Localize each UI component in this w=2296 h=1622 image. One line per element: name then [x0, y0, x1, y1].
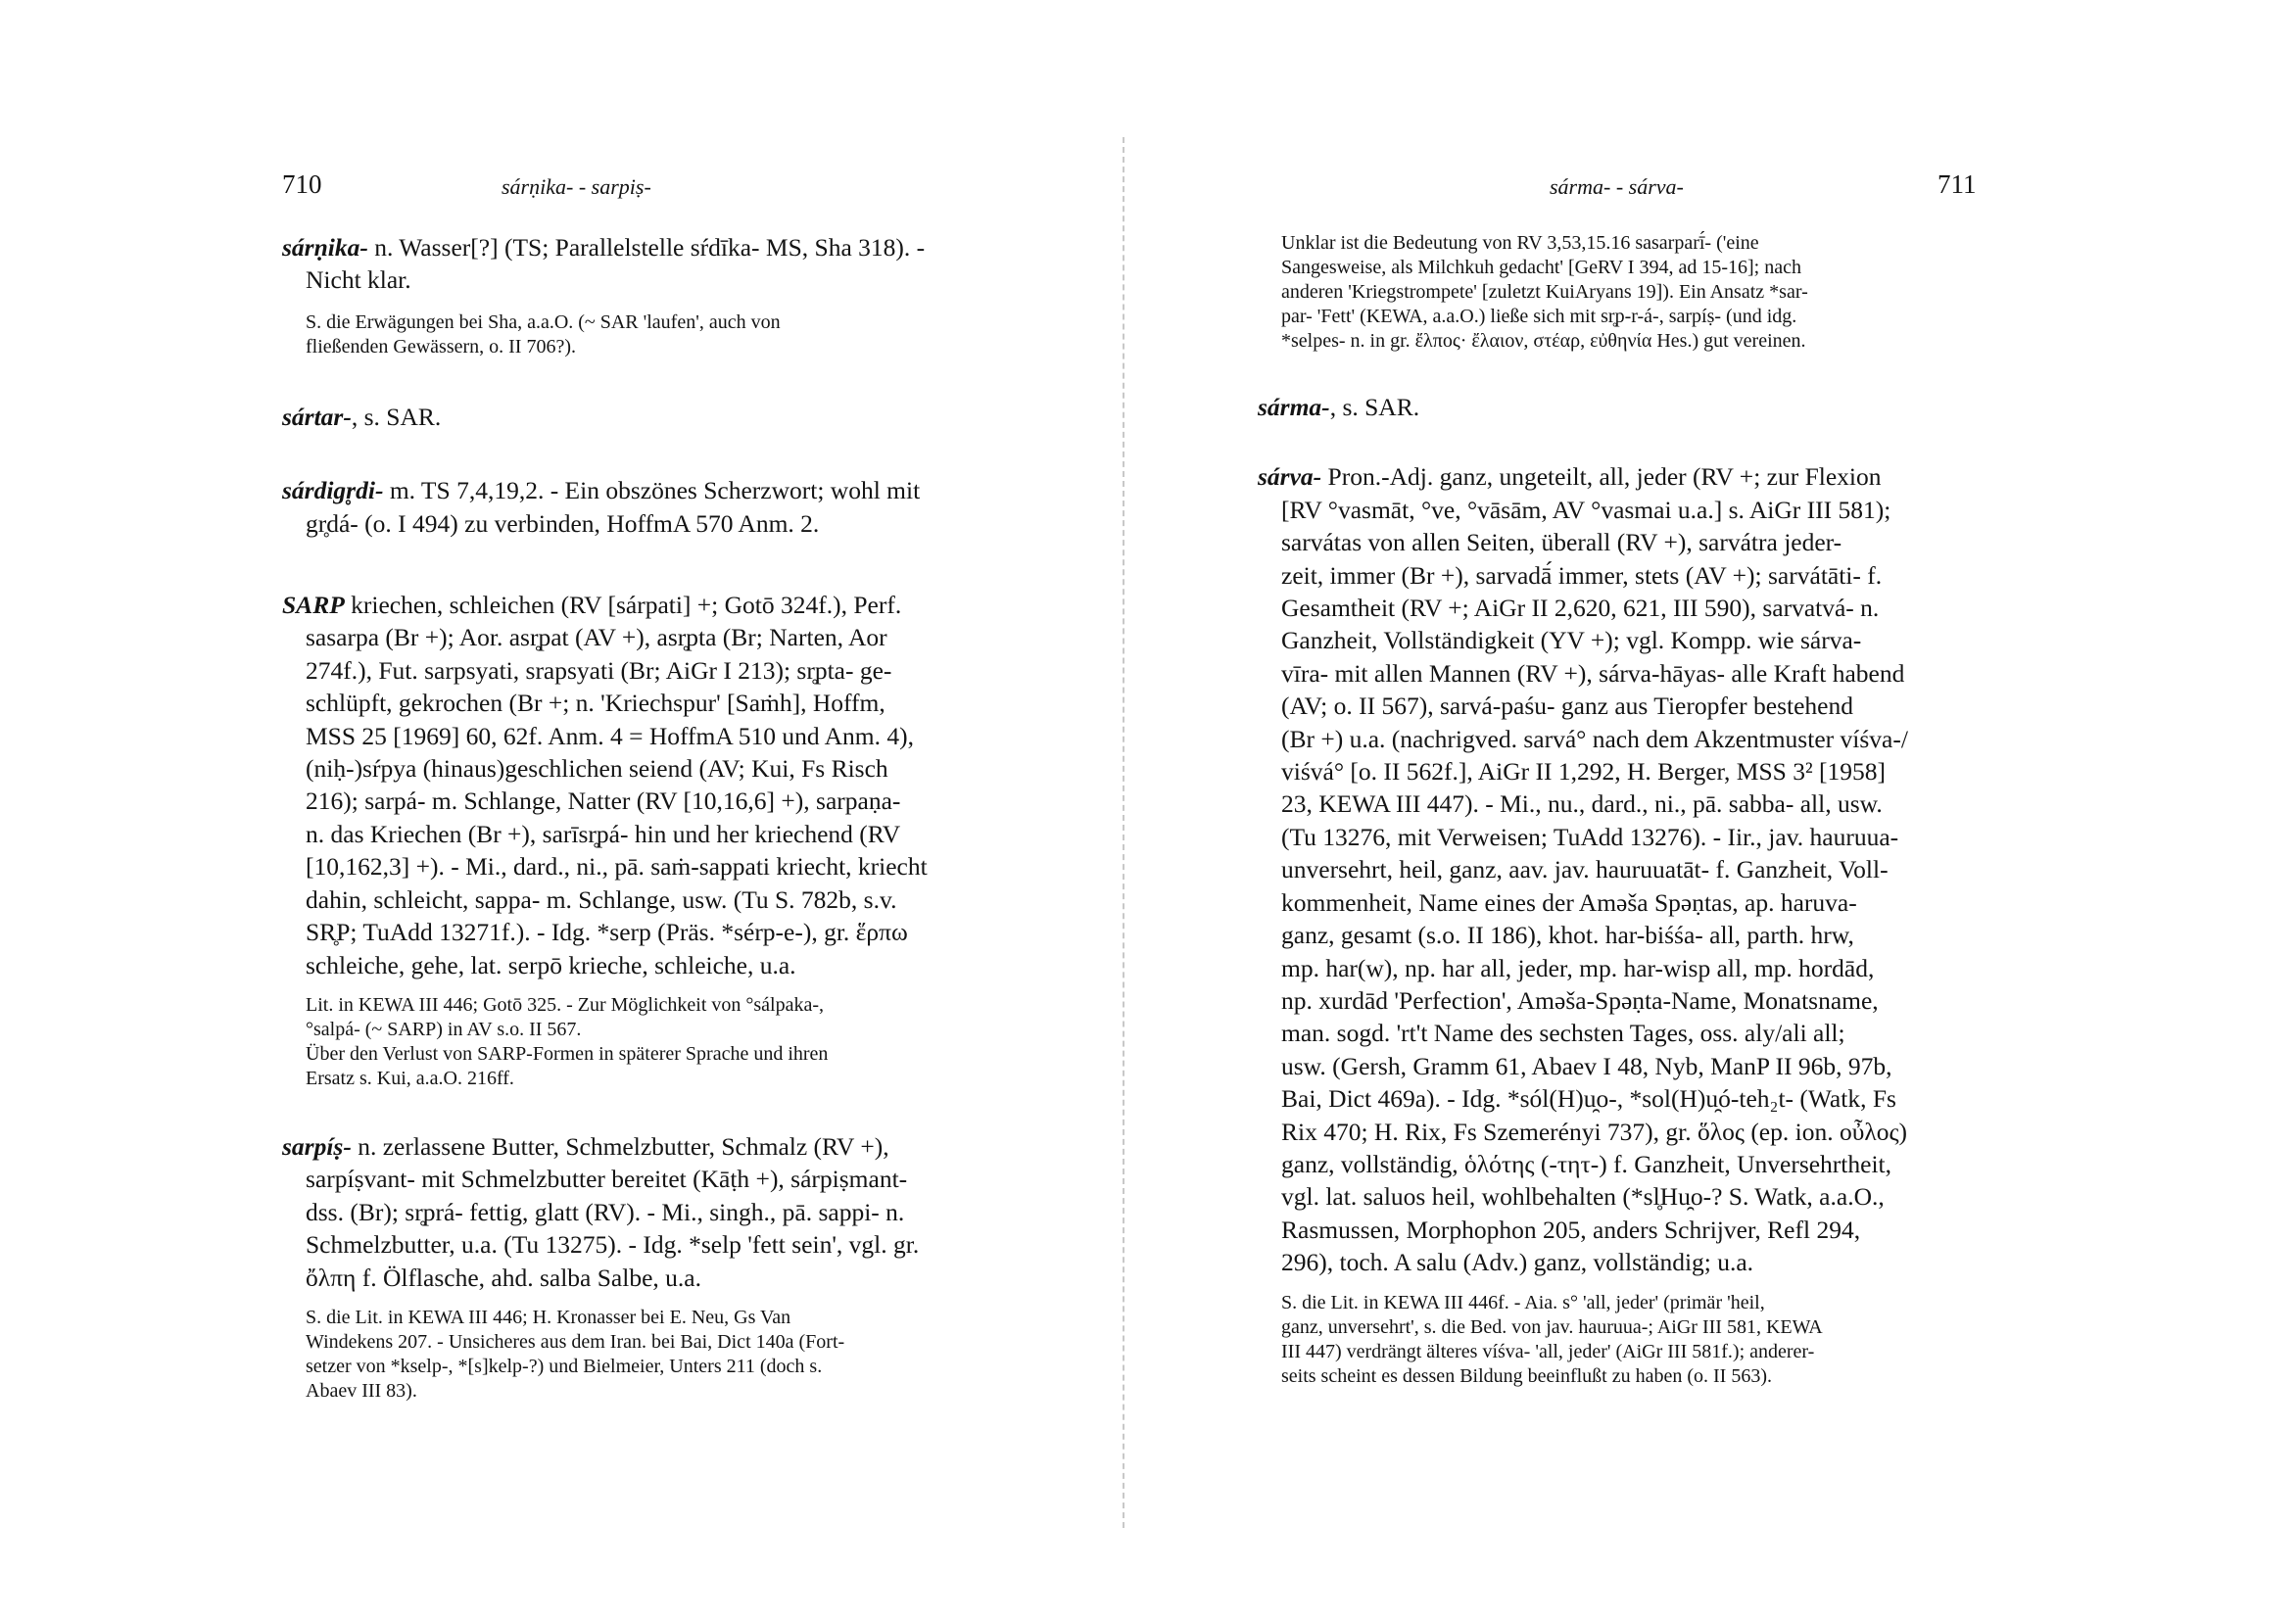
- running-head: sárma- - sárva-: [1550, 174, 1684, 199]
- entry-sarpis: [282, 1130, 981, 1404]
- entry-sardigrdi: [282, 474, 981, 540]
- headword: sárṇika-: [282, 233, 368, 262]
- right-page: [1136, 0, 2296, 1622]
- entry-note: S. die Lit. in KEWA III 446; H. Kronasser bei E. Neu, Gs Van Windekens 207. - Unsicheres aus dem Iran. bei Bai, Dict 140a (Fort- setzer von *kselp-, *[s]kelp-?) und Bielmeier, Unters 211 (doch s. Abaev III 83).: [306, 1306, 845, 1402]
- headword: sártar-: [282, 402, 352, 431]
- right-column: [1258, 231, 1957, 1389]
- entry-text: sárva- Pron.-Adj. ganz, ungeteilt, all, jeder (RV +; zur Flexion [RV °vasmāt, °ve, °vāsām, AV °vasmai u.a.] s. AiGr III 581); sarvátas von allen Seiten, überall (RV +), sarvátra jeder- zeit, immer (Br +), sarvadā́ immer, stets (AV +); sarvátāti- f. Gesamtheit (RV +; AiGr II 2,620, 621, III 590), sarvatvá- n. Ganzheit, Vollständigkeit (YV +); vgl. Kompp. wie sárva- vīra- mit allen Mannen (RV +), sárva-hāyas- alle Kraft habend (AV; o. II 567), sarvá-paśu- ganz aus Tieropfer bestehend (Br +) u.a. (nachrigved. sarvá° nach dem Akzentmuster víśva-/ viśvá° [o. II 562f.], AiGr II 1,292, H. Berger, MSS 3² [1958] 23, KEWA III 447). - Mi., nu., dard., ni., pā. sabba- all, usw. (Tu 13276, mit Verweisen; TuAdd 13276). - Iir., jav. hauruua- unversehrt, heil, ganz, aav. jav. hauruuatāt- f. Ganzheit, Voll- kommenheit, Name eines der Aməša Spəṇtas, ap. haruva- ganz, gesamt (s.o. II 186), khot. har-biśśa- all, parth. hrw, mp. har(w), np. har all, jeder, mp. har-wisp all, mp. hordād, np. xurdād 'Perfection', Aməša-Spəṇta-Name, Monatsname, man. sogd. 'rt't Name des sechsten Tages, oss. aly/ali all; usw. (Gersh, Gramm 61, Abaev I 48, Nyb, ManP II 96b, 97b, Bai, Dict 469a). - Idg. *sól(H)u̯o-, *sol(H)u̯ó-teh₂t- (Watk, Fs Rix 470; H. Rix, Fs Szemerényi 737), gr. ὅλος (ep. ion. οὖλος) ganz, vollständig, ὁλότης (-τητ-) f. Ganzheit, Unversehrtheit, vgl. lat. saluos heil, wohlbehalten (*sl̥Hu̯o-? S. Watk, a.a.O., Rasmussen, Morphophon 205, anders Schrijver, Refl 294, 296), toch. A salu (Adv.) ganz, vollständig; u.a.: [1258, 462, 1908, 1277]
- entry-text: sárṇika- n. Wasser[?] (TS; Parallelstelle sŕdīka- MS, Sha 318). - Nicht klar.: [282, 233, 926, 295]
- entry-sarp: [282, 589, 981, 1091]
- headword: sárdigr̥di-: [282, 476, 384, 505]
- entry-note: Lit. in KEWA III 446; Gotō 325. - Zur Möglichkeit von °sálpaka-, °salpá- (~ SARP) in AV s.o. II 567. Über den Verlust von SARP-Formen in späterer Sprache und ihren Ersatz s. Kui, a.a.O. 216ff.: [306, 993, 829, 1089]
- headword: SARP: [282, 591, 345, 620]
- entry-text: sarpíṣ- n. zerlassene Butter, Schmelzbutter, Schmalz (RV +), sarpíṣvant- mit Schmelzbutter bereitet (Kāṭh +), sárpiṣmant- dss. (Br); sr̥prá- fettig, glatt (RV). - Mi., singh., pā. sappi- n. Schmelzbutter, u.a. (Tu 13275). - Idg. *selp 'fett sein', vgl. gr. ὄλπη f. Ölflasche, ahd. salba Salbe, u.a.: [282, 1131, 920, 1292]
- left-column: [282, 231, 981, 1404]
- entry-sarva: [1258, 460, 1957, 1388]
- entry-sarnika: [282, 231, 981, 359]
- entry-text: sárdigr̥di- m. TS 7,4,19,2. - Ein obszönes Scherzwort; wohl mit gr̥dá- (o. I 494) zu verbinden, HoffmA 570 Anm. 2.: [282, 476, 921, 538]
- page-number: 710: [282, 169, 322, 199]
- intro-note: Unklar ist die Bedeutung von RV 3,53,15.16 sasarparī́- ('eine Sangesweise, als Milchkuh gedacht' [GeRV I 394, ad 15-16]; nach anderen 'Kriegstrompete' [zuletzt KuiAryans 19]). Ein Ansatz *sar- par- 'Fett' (KEWA, a.a.O.) ließe sich mit sr̥p-r-á-, sarpíṣ- (und idg. *selpes- n. in gr. ἔλπος· ἔλαιον, στέαρ, εὐθηνία Hes.) gut vereinen.: [1281, 232, 1808, 352]
- entry-note: S. die Erwägungen bei Sha, a.a.O. (~ SAR 'laufen', auch von fließenden Gewässern, o. II 706?).: [306, 310, 781, 358]
- page-number: 711: [1937, 169, 1977, 199]
- running-head: sárṇika- - sarpiṣ-: [502, 174, 651, 199]
- entry-note: S. die Lit. in KEWA III 446f. - Aia. s° 'all, jeder' (primär 'heil, ganz, unversehrt', s. die Bed. von jav. hauruua-; AiGr III 581, KEWA III 447) verdrängt älteres víśva- 'all, jeder' (AiGr III 581f.); anderer- seits scheint es dessen Bildung beeinflußt zu haben (o. II 563).: [1281, 1291, 1823, 1387]
- entry-sarma: [1258, 391, 1957, 423]
- headword: sárma-: [1258, 393, 1330, 421]
- entry-text: sártar-, s. SAR.: [282, 402, 442, 431]
- entry-sartar: [282, 401, 981, 433]
- headword: sarpíṣ-: [282, 1131, 352, 1161]
- left-page: [0, 0, 1136, 1622]
- entry-text: SARP kriechen, schleichen (RV [sárpati] +; Gotō 324f.), Perf. sasarpa (Br +); Aor. asr̥pat (AV +), asr̥pta (Br; Narten, Aor 274f.), Fut. sarpsyati, srapsyati (Br; AiGr I 213); sr̥pta- ge- schlüpft, gekrochen (Br +; n. 'Kriechspur' [Saṁh], Hoffm, MSS 25 [1969] 60, 62f. Anm. 4 = HoffmA 510 und Anm. 4), (niḥ-)sŕpya (hinaus)geschlichen seiend (AV; Kui, Fs Risch 216); sarpá- m. Schlange, Natter (RV [10,16,6] +), sarpaṇa- n. das Kriechen (Br +), sarīsr̥pá- hin und her kriechend (RV [10,162,3] +). - Mi., dard., ni., pā. saṁ-sappati kriecht, kriecht dahin, schleicht, sappa- m. Schlange, usw. (Tu S. 782b, s.v. SR̥P; TuAdd 13271f.). - Idg. *serp (Präs. *sérp-e-), gr. ἕρπω schleiche, gehe, lat. serpō krieche, schleiche, u.a.: [282, 591, 928, 979]
- entry-text: sárma-, s. SAR.: [1258, 393, 1420, 421]
- headword: sárva-: [1258, 462, 1322, 492]
